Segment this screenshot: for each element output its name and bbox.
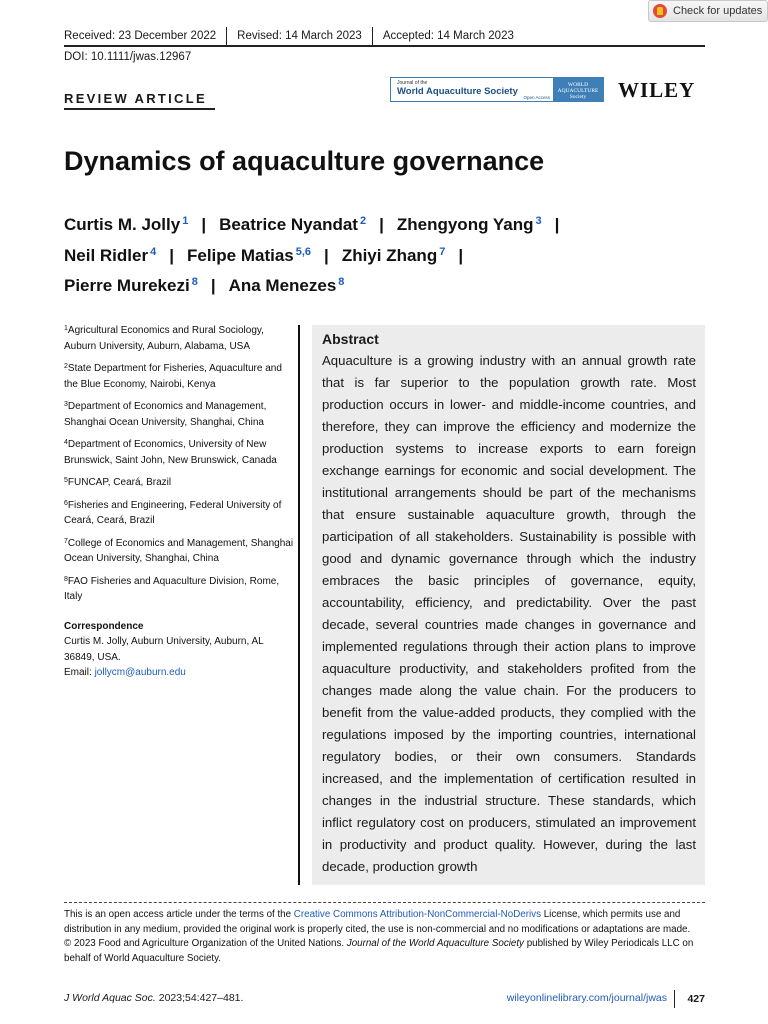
affiliation-number: 4 (64, 439, 68, 446)
history-dates (64, 27, 524, 45)
check-for-updates-button[interactable] (648, 0, 768, 22)
received-date: Received: 23 December 2022 (64, 27, 227, 45)
affiliation-text: FAO Fisheries and Aquaculture Division, Rome, Italy (64, 575, 280, 602)
journal-website-link[interactable]: wileyonlinelibrary.com/journal/jwas (506, 992, 667, 1004)
license-text: This is an open access article under the terms of the (64, 909, 294, 920)
author-separator: | (458, 245, 464, 265)
copyright-paragraph (64, 937, 705, 966)
affiliation-number: 8 (64, 575, 68, 583)
affiliation-text: Department of Economics and Management, Shanghai Ocean University, Shanghai, China (64, 401, 267, 428)
article-type-label: REVIEW ARTICLE (64, 91, 207, 106)
email-label: Email: (64, 667, 95, 678)
author-separator: | (379, 215, 384, 234)
affiliation-number: 5 (64, 477, 68, 484)
author-affil-ref[interactable]: 4 (150, 245, 157, 258)
society-logo: WORLD AQUACULTURE Society (553, 78, 603, 101)
footnote-divider (64, 902, 705, 903)
author-name[interactable]: Felipe Matias (186, 245, 294, 265)
citation-volume: 2023;54:427–481. (155, 992, 244, 1004)
affiliation-text: State Department for Fisheries, Aquaculture and the Blue Economy, Nairobi, Kenya (64, 363, 282, 390)
accepted-date: Accepted: 14 March 2023 (382, 30, 514, 42)
revised-date: Revised: 14 March 2023 (227, 27, 373, 45)
affiliation-item (64, 534, 296, 567)
author-name[interactable]: Curtis M. Jolly (64, 215, 181, 234)
author-name[interactable]: Zhiyi Zhang (341, 245, 438, 265)
journal-logo-name: World Aquaculture Society (397, 86, 518, 97)
abstract-box (312, 325, 705, 885)
affiliation-text: FUNCAP, Ceará, Brazil (67, 477, 172, 488)
license-paragraph (64, 908, 705, 937)
author-separator: | (210, 276, 216, 295)
header-rule (64, 45, 705, 47)
journal-logo[interactable] (390, 77, 604, 102)
journal-logo-open-access: Open Access (523, 95, 550, 100)
article-type-rule (64, 108, 215, 110)
correspondence-heading: Correspondence (64, 620, 144, 632)
correspondence-email-line (64, 665, 296, 681)
abstract-text: Aquaculture is a growing industry with an annual growth rate that is far superior to the population growth rate. Most production occurs in lower- and middle-income countries, and therefore, they can improve the efficiency and modernize the production systems to increase exports to earn foreign exchange earnings for economic and social development. The institutional arrangements should be part of the mechanisms that ensure sustainable aquaculture growth, through the participation of all stakeholders. Sustainability is possible with good and dynamic governance through which the industry embraces the basic principles of governance, equity, accountability, efficiency, and predictability. Over the past decade, several countries made changes in governance and implemented regulations through their action plans to improve aquaculture productivity, and stakeholders profited from the changes made along the value chain. For the producers to benefit from the value-added products, they complied with the regulations imposed by the importing countries, international regulatory bodies, or their own consumers. Standards increased, and the implementation of certification resulted in changes in the industrial structure. These standards, which inflict regulatory cost on producers, stimulated an improvement in productivity and product quality. However, during the last decade, production growth (322, 353, 696, 874)
affiliation-item (64, 397, 296, 430)
page-footer (64, 992, 705, 1008)
affiliation-text: Fisheries and Engineering, Federal University of Ceará, Ceará, Brazil (64, 499, 282, 526)
author-affil-ref[interactable]: 3 (535, 215, 542, 227)
author-affil-ref[interactable]: 1 (182, 215, 189, 227)
affiliation-item (64, 496, 296, 529)
copyright-text: © 2023 Food and Agriculture Organization of the United Nations. (64, 938, 347, 949)
affiliation-item (64, 359, 296, 392)
license-link[interactable]: Creative Commons Attribution-NonCommercial-NoDerivs (293, 909, 541, 920)
author-line-3 (64, 269, 704, 300)
author-separator: | (169, 245, 174, 265)
author-affil-ref[interactable]: 8 (338, 276, 345, 288)
author-line-1 (64, 208, 704, 239)
journal-abbrev: J World Aquac Soc. (64, 992, 156, 1004)
affiliation-number: 1 (64, 325, 68, 332)
copyright-journal: Journal of the World Aquaculture Society (346, 938, 524, 949)
author-name[interactable]: Pierre Murekezi (64, 276, 190, 295)
author-affil-ref[interactable]: 8 (191, 276, 198, 288)
author-name[interactable]: Zhengyong Yang (396, 215, 534, 234)
column-divider (298, 325, 300, 885)
author-affil-ref[interactable]: 2 (359, 215, 367, 227)
affiliation-number: 3 (64, 401, 68, 408)
email-link[interactable]: jollycm@auburn.edu (94, 667, 186, 678)
affiliations (64, 321, 296, 681)
affiliation-text: Department of Economics, University of New Brunswick, Saint John, New Brunswick, Canada (64, 439, 277, 466)
abstract-heading: Abstract (322, 331, 379, 347)
author-name[interactable]: Neil Ridler (64, 245, 149, 265)
author-name[interactable]: Ana Menezes (228, 276, 337, 295)
check-for-updates-label: Check for updates (673, 5, 763, 17)
affiliation-number: 2 (64, 363, 68, 370)
affiliation-text: Agricultural Economics and Rural Sociology, Auburn University, Auburn, Alabama, USA (64, 325, 264, 352)
article-title: Dynamics of aquaculture governance (64, 146, 545, 176)
license-footnote (64, 908, 705, 966)
affiliation-number: 6 (64, 499, 68, 507)
author-list (64, 208, 704, 300)
author-affil-ref[interactable]: 7 (439, 245, 446, 258)
correspondence (64, 619, 296, 681)
copyright-text: published by Wiley Periodicals LLC on behalf of World Aquaculture Society. (64, 938, 694, 964)
author-separator: | (201, 215, 207, 234)
affiliation-item (64, 321, 296, 354)
author-affil-ref[interactable]: 5,6 (295, 245, 312, 258)
doi[interactable]: DOI: 10.1111/jwas.12967 (64, 51, 192, 63)
affiliation-item (64, 572, 296, 605)
author-line-2 (64, 239, 704, 270)
correspondence-address: Curtis M. Jolly, Auburn University, Auburn, AL 36849, USA. (64, 636, 264, 663)
journal-citation (64, 992, 243, 1004)
author-name[interactable]: Beatrice Nyandat (219, 215, 358, 234)
journal-logo-prefix: Journal of the (397, 80, 428, 86)
affiliation-text: College of Economics and Management, Shanghai Ocean University, Shanghai, China (64, 537, 294, 564)
author-separator: | (554, 215, 560, 234)
affiliation-number: 7 (64, 537, 68, 545)
author-separator: | (324, 245, 329, 265)
publisher-logo[interactable]: WILEY (618, 78, 696, 102)
crossmark-icon (653, 4, 667, 18)
page-number: 427 (674, 990, 705, 1008)
affiliation-item (64, 435, 296, 468)
affiliation-item (64, 473, 296, 491)
license-text: License, which permits use and distribution in any medium, provided the original work is properly cited, the use is non-commercial and no modifications or adaptations are made. (64, 909, 691, 935)
